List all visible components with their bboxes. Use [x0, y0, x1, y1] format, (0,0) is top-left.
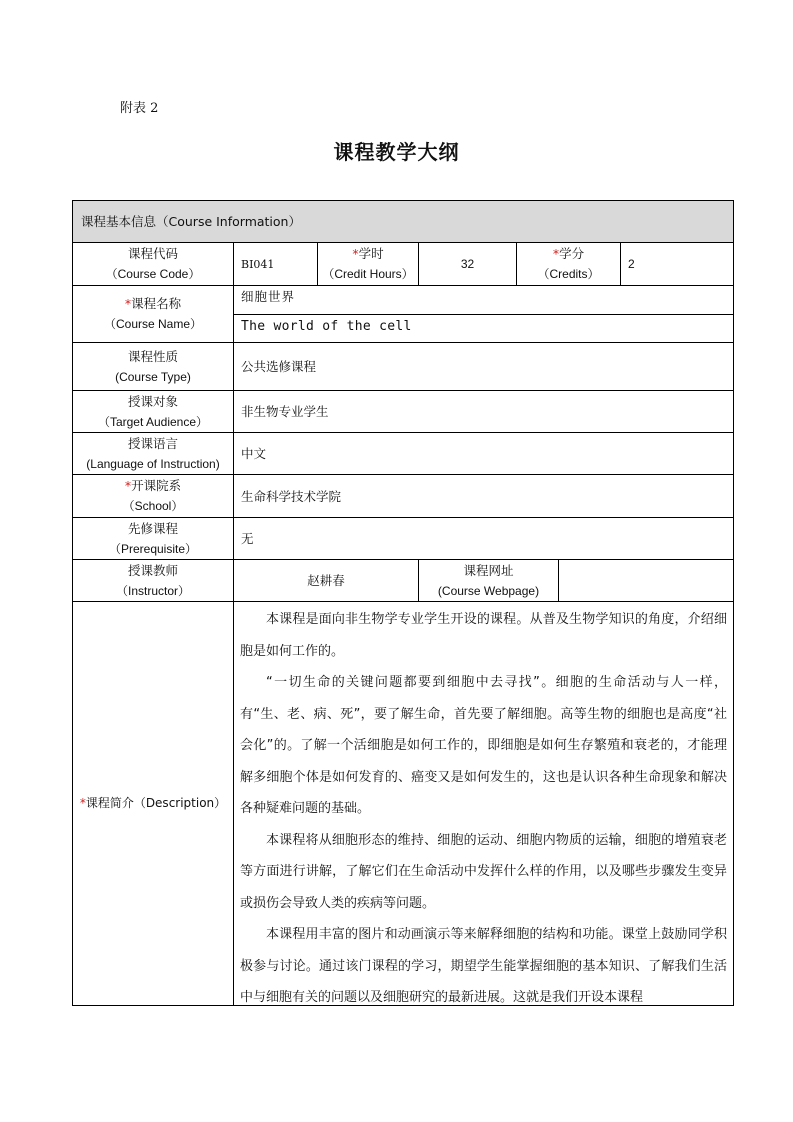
webpage-value	[559, 560, 733, 601]
school-label-cn: 开课院系	[131, 478, 182, 493]
school-label-en: （School）	[122, 499, 184, 513]
description-label-text: 课程简介（Description）	[85, 796, 227, 810]
course-name-label	[73, 286, 233, 342]
course-name-value-cn: 细胞世界	[241, 288, 296, 304]
required-mark: *	[552, 246, 560, 261]
school-value: 生命科学技术学院	[241, 488, 342, 504]
required-mark: *	[352, 246, 359, 261]
required-mark: *	[124, 478, 132, 493]
description-paragraph: 本课程用丰富的图片和动画演示等来解释细胞的结构和功能。课堂上鼓励同学积极参与讨论。通过该门课程的学习，期望学生能掌握细胞的基本知识、了解我们生活中与细胞有关的问题以及细胞研究的最新进展。这就是我们开设本课程	[240, 927, 727, 1005]
instructor-value: 赵耕春	[307, 573, 345, 588]
target-audience-label-en: （Target Audience）	[97, 414, 209, 429]
description-paragraph: “一切生命的关键问题都要到细胞中去寻找”。细胞的生命活动与人一样，有“生、老、病、死”，要了解生命，首先要了解细胞。高等生物的细胞也是高度“社会化”的。了解一个活细胞是如何工作的，即细胞是如何生存繁殖和衰老的，才能理解多细胞个体是如何发育的、癌变又是如何发生的，这也是认识各种生命现象和解决各种疑难问题的基础。	[240, 675, 727, 816]
instructor-label	[73, 560, 233, 601]
course-code-value: BI041	[241, 257, 275, 271]
course-type-label-cn: 课程性质	[127, 348, 178, 364]
required-mark: *	[79, 796, 86, 810]
target-audience-label-cn: 授课对象	[127, 393, 178, 409]
course-name-label-cn: 课程名称	[131, 296, 182, 311]
course-name-label-en: （Course Name）	[103, 317, 203, 331]
credits-label-en: （Credits）	[537, 267, 600, 281]
webpage-label-en: (Course Webpage)	[437, 583, 540, 598]
appendix-label: 附表 2	[120, 101, 159, 116]
description-label	[73, 602, 233, 1005]
credit-hours-value: 32	[460, 256, 475, 271]
credits-label	[517, 243, 620, 285]
prerequisite-label	[73, 518, 233, 559]
description-body	[233, 602, 733, 1013]
description-paragraph: 本课程是面向非生物学专业学生开设的课程。从普及生物学知识的角度，介绍细胞是如何工作的。	[240, 612, 727, 659]
course-code-label-en: （Course Code）	[105, 267, 201, 281]
required-mark: *	[124, 296, 132, 311]
course-type-label	[73, 343, 233, 390]
target-audience-label	[73, 391, 233, 432]
document-title: 课程教学大纲	[333, 140, 460, 164]
webpage-label	[419, 560, 558, 601]
section-header	[73, 201, 733, 242]
credit-hours-label-en: （Credit Hours）	[322, 267, 414, 281]
credit-hours-label-cn: 学时	[358, 246, 384, 261]
course-code-label	[73, 243, 233, 285]
course-code-label-cn: 课程代码	[127, 246, 178, 261]
language-label-en: (Language of Instruction)	[86, 456, 220, 471]
credits-value: 2	[628, 256, 635, 271]
school-label	[73, 475, 233, 517]
prerequisite-value: 无	[241, 531, 254, 546]
course-name-value-en: The world of the cell	[241, 318, 412, 334]
course-type-label-en: (Course Type)	[115, 369, 191, 384]
language-label-cn: 授课语言	[127, 435, 178, 451]
instructor-label-en: （Instructor）	[115, 583, 191, 598]
section-header-text: 课程基本信息（Course Information）	[81, 214, 301, 229]
description-paragraph: 本课程将从细胞形态的维持、细胞的运动、细胞内物质的运输，细胞的增殖衰老等方面进行讲解，了解它们在生命活动中发挥什么样的作用，以及哪些步骤发生变异或损伤会导致人类的疾病等问题。	[240, 832, 727, 911]
language-label	[73, 433, 233, 474]
target-audience-value: 非生物专业学生	[241, 404, 329, 419]
credits-label-cn: 学分	[559, 246, 585, 261]
prerequisite-label-en: （Prerequisite）	[108, 541, 198, 556]
instructor-label-cn: 授课教师	[127, 562, 178, 578]
webpage-label-cn: 课程网址	[463, 562, 514, 578]
language-value: 中文	[241, 446, 267, 461]
prerequisite-label-cn: 先修课程	[127, 520, 178, 536]
credit-hours-label	[318, 243, 418, 285]
course-type-value: 公共选修课程	[241, 359, 317, 374]
